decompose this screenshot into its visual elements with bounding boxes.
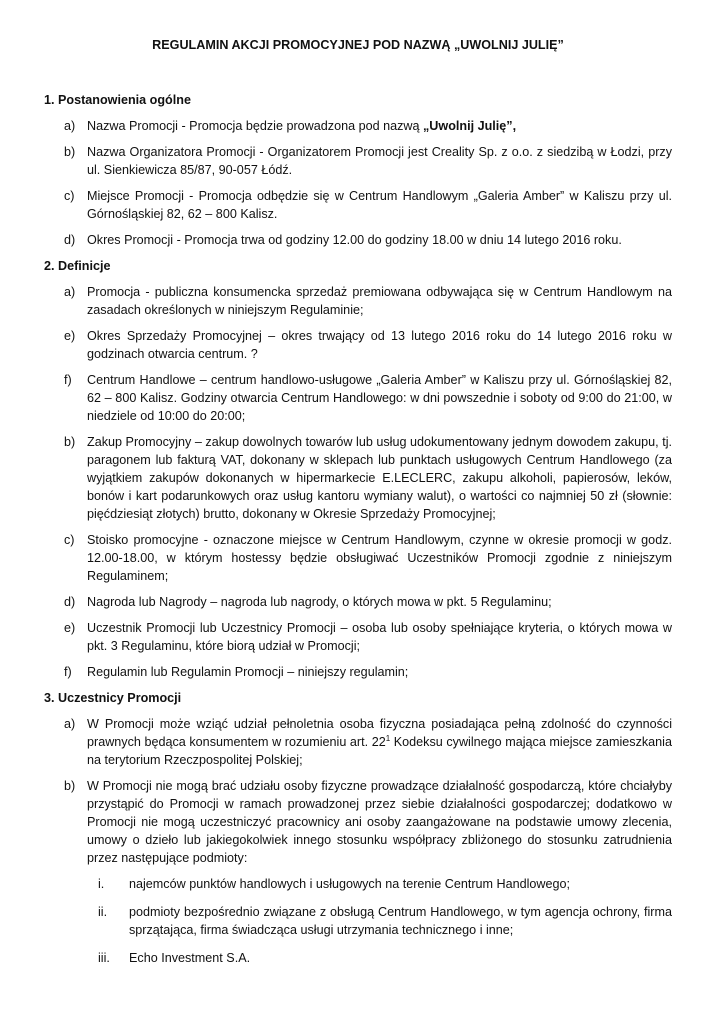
text-segment: W Promocji może wziąć udział pełnoletnia osoba fizyczna posiadająca pełną zdolność do czynności prawnych będąca konsumentem w rozumieniu art. 22	[87, 717, 672, 749]
list-item-text: Stoisko promocyjne - oznaczone miejsce w Centrum Handlowym, czynne w okresie promocji w godz. 12.00-18.00, w którym hostessy będzie obsługiwać Uczestników Promocji zgodnie z niniejszym Regulaminem;	[87, 533, 672, 583]
sub-list-item-text: Echo Investment S.A.	[129, 951, 251, 965]
list-item-text: Promocja - publiczna konsumencka sprzedaż premiowana odbywająca się w Centrum Handlowym na zasadach określonych w niniejszym Regulaminie;	[87, 285, 672, 317]
list-item-text: Miejsce Promocji - Promocja odbędzie się w Centrum Handlowym „Galeria Amber” w Kaliszu przy ul. Górnośląskiej 82, 62 – 800 Kalisz.	[87, 189, 672, 221]
list-marker: b)	[64, 435, 76, 449]
list-item	[44, 117, 672, 135]
list-item-text	[87, 117, 672, 135]
list-item	[44, 143, 672, 179]
list-item-text: Zakup Promocyjny – zakup dowolnych towarów lub usług udokumentowany jednym dowodem zakupu, tj. paragonem lub fakturą VAT, dokonany w sklepach lub punktach usługowych Centrum Handlowego (za wyjątkiem zakupów dokonanych w hipermarkecie E.LECLERC, zakupu alkoholi, papierosów, leków, bonów i kart podarunkowych oraz usług kantoru wymiany walut), o wartości co najmniej 50 zł (słownie: pięćdziesiąt złotych) brutto, dokonany w Okresie Sprzedaży Promocyjnej;	[87, 435, 672, 521]
promotion-name: „Uwolnij Julię”,	[423, 119, 517, 133]
list-marker: e)	[64, 621, 76, 635]
sub-list-item-text: najemców punktów handlowych i usługowych na terenie Centrum Handlowego;	[129, 877, 571, 891]
list-item	[44, 371, 672, 425]
list-marker: b)	[64, 145, 76, 159]
sub-list-marker: i.	[98, 877, 105, 891]
sub-list-item	[44, 949, 672, 967]
list-marker: e)	[64, 329, 76, 343]
list-marker: a)	[64, 717, 76, 731]
list-item	[44, 283, 672, 319]
footnote-superscript: 1	[385, 733, 391, 743]
list-item	[44, 433, 672, 523]
list-marker: b)	[64, 779, 76, 793]
list-item	[44, 531, 672, 585]
list-item	[44, 619, 672, 655]
list-marker: f)	[64, 373, 72, 387]
sub-list-marker: ii.	[98, 905, 108, 919]
list-item-text: Regulamin lub Regulamin Promocji – niniejszy regulamin;	[87, 665, 409, 679]
sub-list-item	[44, 875, 672, 893]
list-item	[44, 327, 672, 363]
sub-list-item-text: podmioty bezpośrednio związane z obsługą Centrum Handlowego, w tym agencja ochrony, firma sprzątająca, firma świadcząca usługi utrzymania technicznego i inne;	[129, 905, 672, 937]
list-marker: a)	[64, 119, 76, 133]
list-item-text: Nagroda lub Nagrody – nagroda lub nagrody, o których mowa w pkt. 5 Regulaminu;	[87, 595, 552, 609]
list-marker: d)	[64, 595, 76, 609]
list-item-text	[87, 715, 672, 769]
sub-list-item	[44, 903, 672, 939]
sub-list-marker: iii.	[98, 951, 110, 965]
list-item	[44, 593, 672, 611]
section-heading-uczestnicy: 3. Uczestnicy Promocji	[44, 691, 182, 705]
list-item-text: Nazwa Organizatora Promocji - Organizatorem Promocji jest Creality Sp. z o.o. z siedzibą w Łodzi, przy ul. Sienkiewicza 85/87, 90-057 Łódź.	[87, 145, 672, 177]
list-item	[44, 187, 672, 223]
list-item	[44, 231, 672, 249]
list-item	[44, 715, 672, 769]
document-title: REGULAMIN AKCJI PROMOCYJNEJ POD NAZWĄ „UWOLNIJ JULIĘ”	[152, 38, 564, 52]
text-segment: Kodeksu cywilnego mająca miejsce zamieszkania na terytorium Rzeczpospolitej Polskiej;	[87, 735, 672, 767]
list-item	[44, 663, 672, 681]
section-heading-definicje: 2. Definicje	[44, 259, 111, 273]
list-item-text: Okres Promocji - Promocja trwa od godziny 12.00 do godziny 18.00 w dniu 14 lutego 2016 roku.	[87, 233, 622, 247]
list-item-text: Okres Sprzedaży Promocyjnej – okres trwający od 13 lutego 2016 roku do 14 lutego 2016 roku w godzinach otwarcia centrum. ?	[87, 329, 672, 361]
list-item-text: Centrum Handlowe – centrum handlowo-usługowe „Galeria Amber” w Kaliszu przy ul. Górnośląskiej 82, 62 – 800 Kalisz. Godziny otwarcia Centrum Handlowego: w dni powszednie i soboty od 9:00 do 21:00, w niedziele od 10:00 do 20:00;	[87, 373, 672, 423]
list-item-text: W Promocji nie mogą brać udziału osoby fizyczne prowadzące działalność gospodarczą, które chciałyby przystąpić do Promocji w ramach prowadzonej przez siebie działalności gospodarczej; dodatkowo w Promocji nie mogą uczestniczyć pracownicy ani osoby zaangażowane na podstawie umowy zlecenia, umowy o dzieło lub jakiegokolwiek innego stosunku współpracy zbliżonego do stosunku zatrudnienia przez następujące podmioty:	[87, 779, 672, 865]
list-item-text: Uczestnik Promocji lub Uczestnicy Promocji – osoba lub osoby spełniające kryteria, o których mowa w pkt. 3 Regulaminu, które biorą udział w Promocji;	[87, 621, 672, 653]
text-segment: Nazwa Promocji - Promocja będzie prowadzona pod nazwą	[87, 119, 423, 133]
list-marker: d)	[64, 233, 76, 247]
list-marker: f)	[64, 665, 72, 679]
section-heading-postanowienia: 1. Postanowienia ogólne	[44, 93, 191, 107]
list-item	[44, 777, 672, 867]
list-marker: a)	[64, 285, 76, 299]
list-marker: c)	[64, 533, 75, 547]
list-marker: c)	[64, 189, 75, 203]
